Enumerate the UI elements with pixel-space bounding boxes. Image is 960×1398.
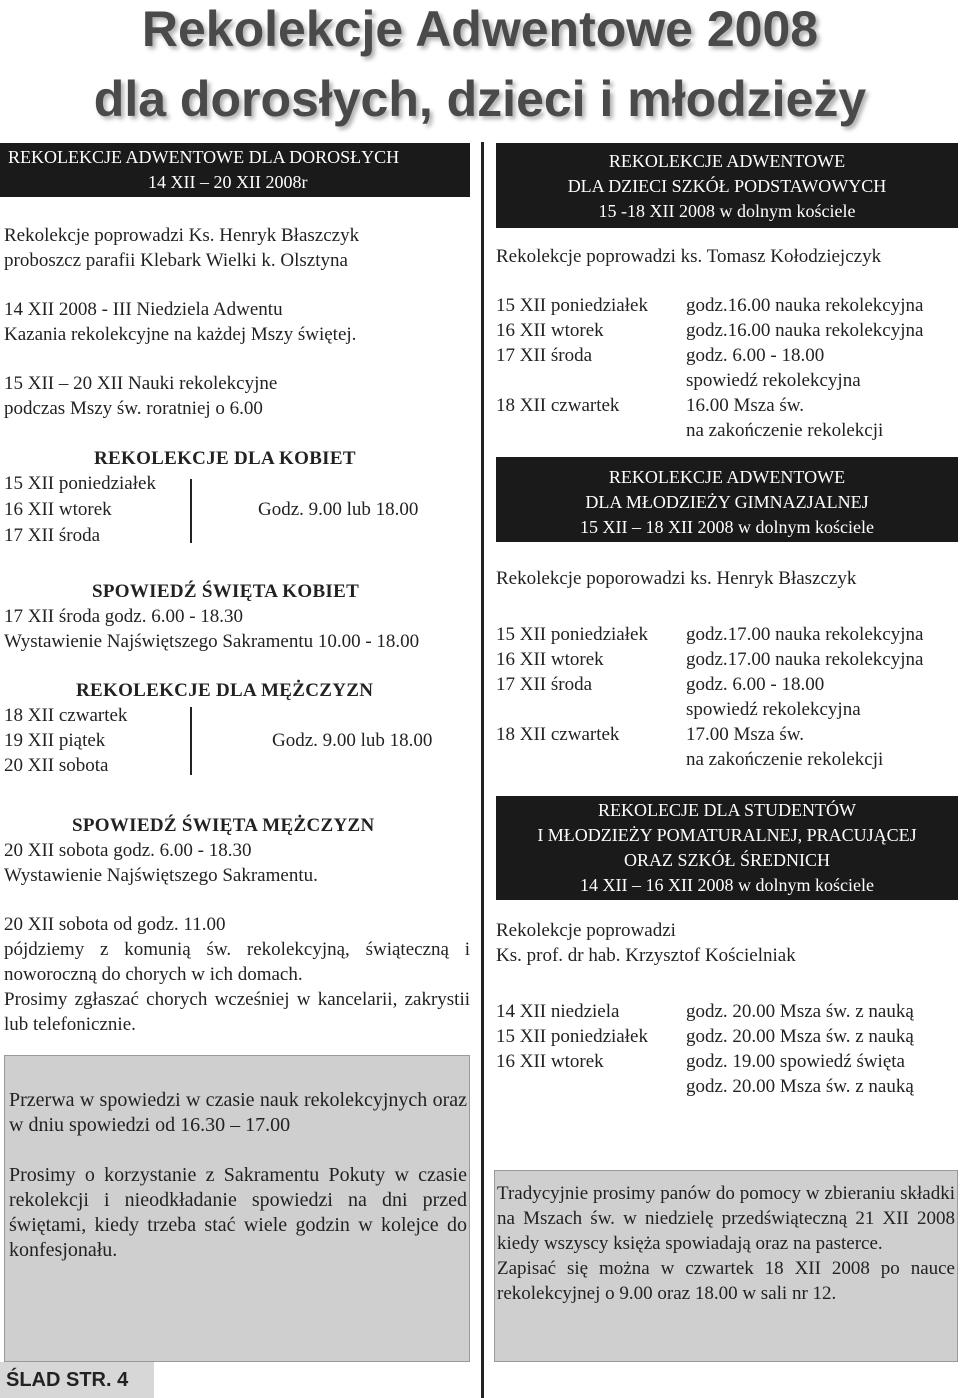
women-confession-date: 17 XII środa godz. 6.00 - 18.30 xyxy=(4,606,244,627)
students-row xyxy=(496,1049,958,1074)
youth-day xyxy=(496,747,686,772)
children-info: spowiedź rekolekcyjna xyxy=(686,370,861,391)
children-row xyxy=(496,393,958,418)
students-header-line-1: REKOLECJE DLA STUDENTÓW xyxy=(598,800,856,820)
students-header-line-4: 14 XII – 16 XII 2008 w dolnym kościele xyxy=(580,875,874,895)
left-column xyxy=(4,143,470,1037)
youth-header-line-2: DLA MŁODZIEŻY GIMNAZJALNEJ xyxy=(585,492,869,512)
youth-header-line-1: REKOLEKCJE ADWENTOWE xyxy=(608,467,846,487)
adults-leader-parish: proboszcz parafii Klebark Wielki k. Olsztyna xyxy=(4,250,348,271)
youth-leader: Rekolekcje poporowadzi ks. Henryk Błaszczyk xyxy=(496,568,857,589)
women-schedule xyxy=(4,471,470,549)
youth-info: godz. 6.00 - 18.00 xyxy=(686,674,825,695)
children-info: 16.00 Msza św. xyxy=(686,395,805,416)
adults-header-line-2: 14 XII – 20 XII 2008r xyxy=(148,172,308,192)
youth-schedule xyxy=(496,622,958,772)
children-row xyxy=(496,368,958,393)
collection-signup-notice: Zapisać się można w czwartek 18 XII 2008 po nauce rekolekcyjnej o 9.00 oraz 18.00 w sali nr 12. xyxy=(497,1258,955,1304)
children-info: na zakończenie rekolekcji xyxy=(686,420,884,441)
youth-day: 15 XII poniedziałek xyxy=(496,624,648,645)
men-day-2: 19 XII piątek xyxy=(4,730,106,751)
children-header-line-2: DLA DZIECI SZKÓŁ PODSTAWOWYCH xyxy=(567,176,887,196)
youth-info: godz.17.00 nauka rekolekcyjna xyxy=(686,649,924,670)
students-row xyxy=(496,999,958,1024)
students-leader-name: Ks. prof. dr hab. Krzysztof Kościelniak xyxy=(496,945,796,966)
children-row xyxy=(496,293,958,318)
women-heading: REKOLEKCJE DLA KOBIET xyxy=(94,448,356,469)
children-schedule xyxy=(496,293,958,443)
students-header xyxy=(496,796,958,900)
youth-info: 17.00 Msza św. xyxy=(686,724,805,745)
youth-row xyxy=(496,747,958,772)
children-header-line-1: REKOLEKCJE ADWENTOWE xyxy=(608,151,846,171)
students-info: godz. 20.00 Msza św. z nauką xyxy=(686,1026,914,1047)
students-day: 14 XII niedziela xyxy=(496,1001,620,1022)
title-line-1: Rekolekcje Adwentowe 2008 xyxy=(141,1,819,57)
youth-info: godz.17.00 nauka rekolekcyjna xyxy=(686,624,924,645)
collection-help-notice: Tradycyjnie prosimy panów do pomocy w zbieraniu składki na Mszach św. w niedzielę przedświąteczną 21 XII 2008 kiedy wszyscy księża spowiadają oraz na pasterce. xyxy=(497,1183,955,1254)
children-day: 18 XII czwartek xyxy=(496,395,620,416)
children-row xyxy=(496,343,958,368)
students-day xyxy=(496,1074,686,1099)
title-line-2: dla dorosłych, dzieci i młodzieży xyxy=(93,71,867,127)
children-info: godz.16.00 nauka rekolekcyjna xyxy=(686,295,924,316)
right-column xyxy=(496,143,958,1099)
men-day-3: 20 XII sobota xyxy=(4,755,109,776)
students-info: godz. 19.00 spowiedź święta xyxy=(686,1051,905,1072)
men-confession-heading: SPOWIEDŹ ŚWIĘTA MĘŻCZYZN xyxy=(72,815,375,836)
youth-day: 16 XII wtorek xyxy=(496,649,604,670)
adults-header-line-1: REKOLEKCJE ADWENTOWE DLA DOROSŁYCH xyxy=(8,147,400,167)
women-bracket xyxy=(190,479,192,543)
confession-break-notice: Przerwa w spowiedzi w czasie nauk rekolekcyjnych oraz w dniu spowiedzi od 16.30 – 17.00 xyxy=(9,1089,467,1136)
youth-header-line-3: 15 XII – 18 XII 2008 w dolnym kościele xyxy=(580,517,874,537)
women-time: Godz. 9.00 lub 18.00 xyxy=(258,499,419,520)
children-info: godz. 6.00 - 18.00 xyxy=(686,345,825,366)
children-day: 15 XII poniedziałek xyxy=(496,295,648,316)
youth-row xyxy=(496,672,958,697)
men-heading: REKOLEKCJE DLA MĘŻCZYZN xyxy=(76,680,374,701)
men-bracket xyxy=(190,707,192,775)
confession-request-notice: Prosimy o korzystanie z Sakramentu Pokuty w czasie rekolekcji i nieodkładanie spowiedzi na dni przed świętami, kiedy trzeba stać wiele godzin w kolejce do konfesjonału. xyxy=(9,1164,467,1261)
page-title xyxy=(0,0,960,130)
youth-info: na zakończenie rekolekcji xyxy=(686,749,884,770)
youth-day xyxy=(496,697,686,722)
students-leader-intro: Rekolekcje poprowadzi xyxy=(496,920,676,941)
children-day xyxy=(496,368,686,393)
sick-visit-text: pójdziemy z komunią św. rekolekcyjną, świąteczną i noworoczną do chorych w ich domach. xyxy=(4,939,470,985)
advent-sunday: 14 XII 2008 - III Niedziela Adwentu xyxy=(4,299,283,320)
youth-row xyxy=(496,722,958,747)
men-time: Godz. 9.00 lub 18.00 xyxy=(272,730,433,751)
students-day: 15 XII poniedziałek xyxy=(496,1026,648,1047)
women-day-1: 15 XII poniedziałek xyxy=(4,473,156,494)
teachings-dates: 15 XII – 20 XII Nauki rekolekcyjne xyxy=(4,373,278,394)
women-confession-heading: SPOWIEDŹ ŚWIĘTA KOBIET xyxy=(92,581,360,602)
youth-row xyxy=(496,647,958,672)
youth-row xyxy=(496,622,958,647)
youth-header xyxy=(496,457,958,542)
students-header-line-2: I MŁODZIEŻY POMATURALNEJ, PRACUJĄCEJ xyxy=(537,825,917,845)
men-schedule xyxy=(4,703,470,781)
youth-day: 17 XII środa xyxy=(496,674,593,695)
page-footer: ŚLAD STR. 4 xyxy=(0,1362,154,1398)
students-schedule xyxy=(496,999,958,1099)
children-day: 16 XII wtorek xyxy=(496,320,604,341)
students-row xyxy=(496,1024,958,1049)
confession-notice-box xyxy=(4,1055,470,1362)
children-row xyxy=(496,418,958,443)
students-info: godz. 20.00 Msza św. z nauką xyxy=(686,1001,914,1022)
women-day-3: 17 XII środa xyxy=(4,525,101,546)
sick-visit-request: Prosimy zgłaszać chorych wcześniej w kancelarii, zakrystii lub telefonicznie. xyxy=(4,989,470,1035)
adults-leader: Rekolekcje poprowadzi Ks. Henryk Błaszczyk xyxy=(4,225,360,246)
children-day xyxy=(496,418,686,443)
youth-info: spowiedź rekolekcyjna xyxy=(686,699,861,720)
sick-visit-date: 20 XII sobota od godz. 11.00 xyxy=(4,914,226,935)
children-day: 17 XII środa xyxy=(496,345,593,366)
column-divider xyxy=(481,142,484,1398)
youth-day: 18 XII czwartek xyxy=(496,724,620,745)
youth-row xyxy=(496,697,958,722)
men-adoration: Wystawienie Najświętszego Sakramentu. xyxy=(4,865,318,886)
children-header xyxy=(496,143,958,228)
students-info: godz. 20.00 Msza św. z nauką xyxy=(686,1076,914,1097)
adults-header xyxy=(0,143,470,197)
men-day-1: 18 XII czwartek xyxy=(4,705,128,726)
children-header-line-3: 15 -18 XII 2008 w dolnym kościele xyxy=(598,201,856,221)
women-day-2: 16 XII wtorek xyxy=(4,499,112,520)
men-confession-date: 20 XII sobota godz. 6.00 - 18.30 xyxy=(4,840,252,861)
advent-sermons: Kazania rekolekcyjne na każdej Mszy świętej. xyxy=(4,324,357,345)
students-day: 16 XII wtorek xyxy=(496,1051,604,1072)
students-header-line-3: ORAZ SZKÓŁ ŚREDNICH xyxy=(623,850,830,870)
teachings-mass: podczas Mszy św. roratniej o 6.00 xyxy=(4,398,263,419)
women-adoration: Wystawienie Najświętszego Sakramentu 10.00 - 18.00 xyxy=(4,631,420,652)
collection-notice-box xyxy=(494,1170,958,1362)
students-row xyxy=(496,1074,958,1099)
children-row xyxy=(496,318,958,343)
children-info: godz.16.00 nauka rekolekcyjna xyxy=(686,320,924,341)
children-leader: Rekolekcje poprowadzi ks. Tomasz Kołodziejczyk xyxy=(496,246,882,267)
